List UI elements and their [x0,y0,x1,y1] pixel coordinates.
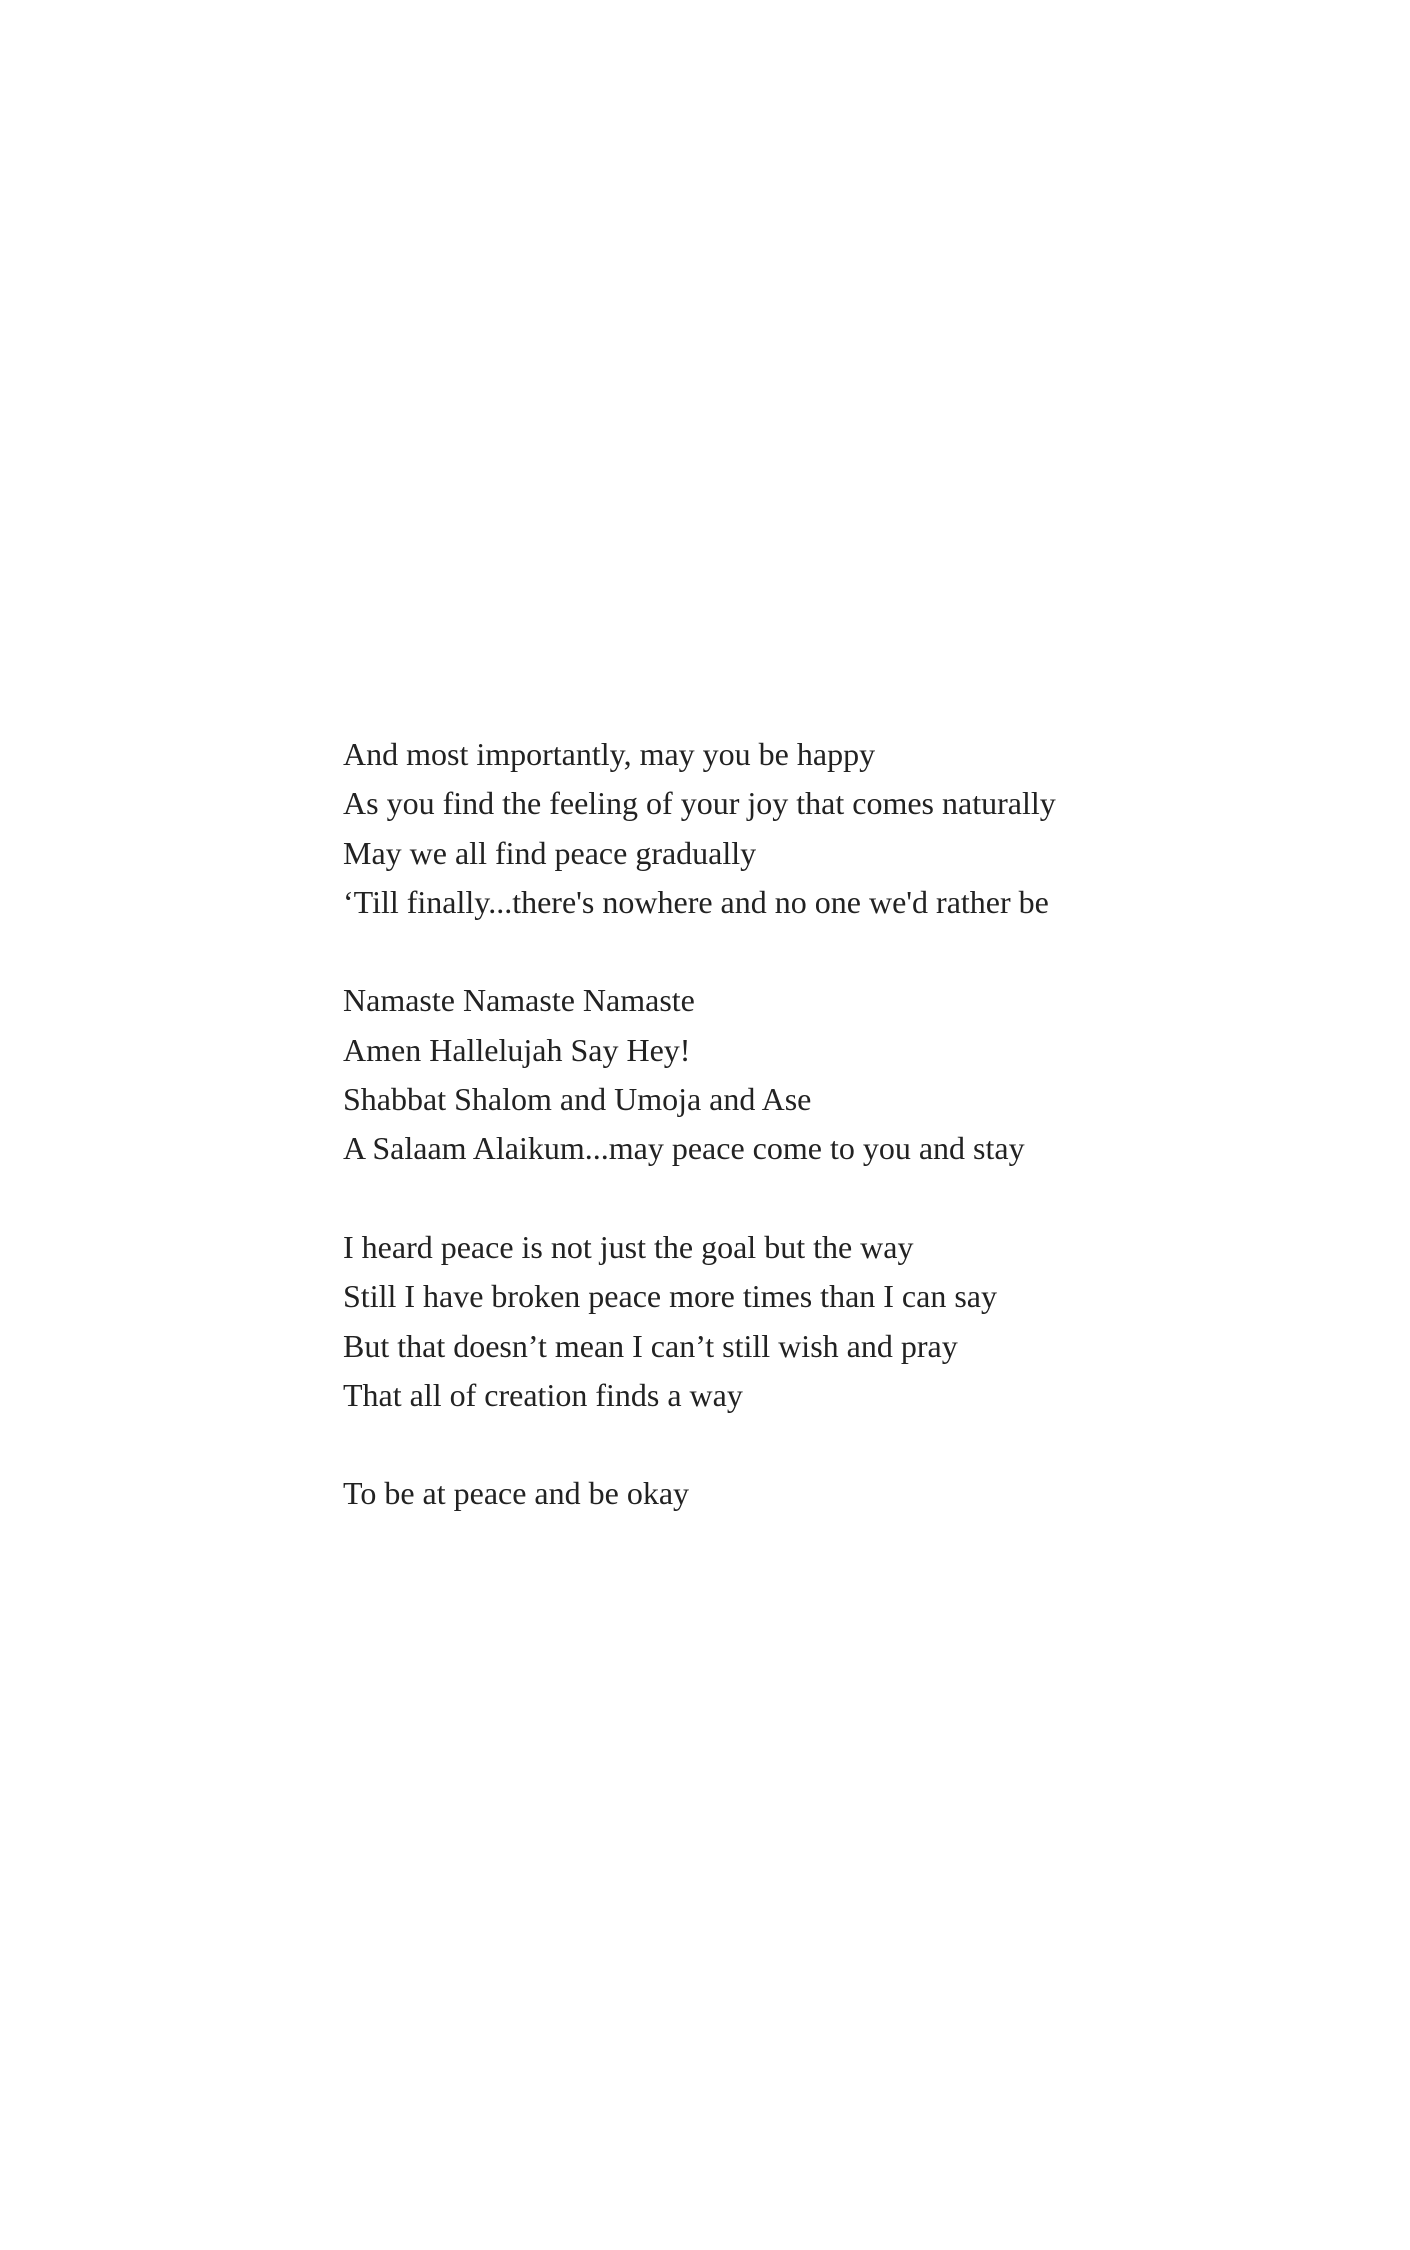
poem-line: ‘Till finally...there's nowhere and no one we'd rather be [343,883,1049,920]
poem-line: But that doesn’t mean I can’t still wish and pray [343,1327,958,1364]
poem-line: Still I have broken peace more times than I can say [343,1278,997,1315]
stanza-2 [343,976,1056,1173]
stanza-3 [343,1223,1056,1420]
poem-line: To be at peace and be okay [343,1475,690,1512]
poem-line: Namaste Namaste Namaste [343,982,695,1019]
poem-line: I heard peace is not just the goal but the way [343,1228,914,1265]
poem-line: Shabbat Shalom and Umoja and Ase [343,1081,812,1118]
stanza-4 [343,1469,1056,1518]
stanza-1 [343,730,1056,927]
poem-body [343,730,1056,1568]
poem-line: May we all find peace gradually [343,834,757,871]
poem-line: A Salaam Alaikum...may peace come to you and stay [343,1130,1025,1167]
poem-line: Amen Hallelujah Say Hey! [343,1031,691,1068]
poem-line: As you find the feeling of your joy that comes naturally [343,785,1056,822]
poem-line: That all of creation finds a way [343,1376,743,1413]
poem-line: And most importantly, may you be happy [343,736,876,772]
